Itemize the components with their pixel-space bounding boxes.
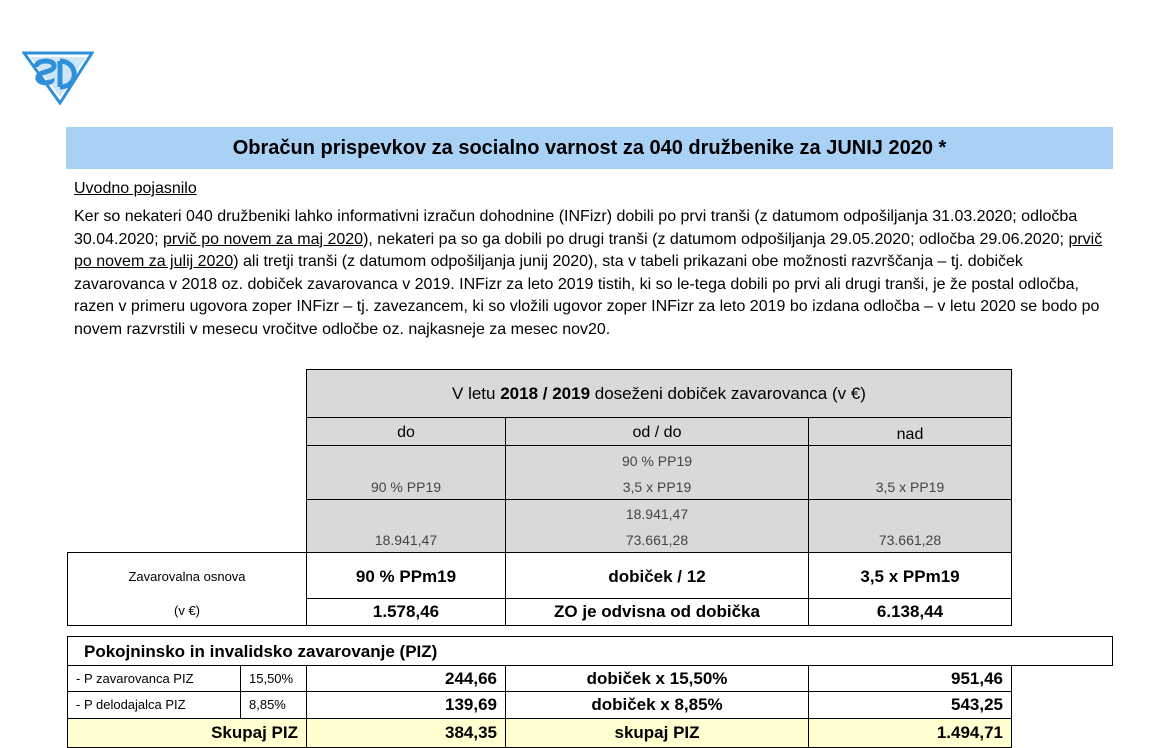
oddo-val-cell: 18.941,47 73.661,28 bbox=[505, 499, 809, 553]
profit-header: V letu 2018 / 2019 doseženi dobiček zavarovanca (v €) bbox=[452, 384, 866, 403]
piz-total-do-cell: 384,35 bbox=[306, 718, 506, 748]
page-title: Obračun prispevkov za socialno varnost za 040 družbenike za JUNIJ 2020 * bbox=[66, 127, 1113, 169]
piz-row-do: 244,66 bbox=[306, 665, 506, 692]
zo-label: Zavarovalna osnova bbox=[128, 569, 246, 584]
piz-row-formula: dobiček x 15,50% bbox=[505, 665, 809, 692]
zo-nad-val-cell: 6.138,44 bbox=[808, 598, 1012, 626]
col-nad-header: nad bbox=[808, 417, 1012, 446]
link-maj-2020[interactable]: prvič po novem za maj 2020 bbox=[162, 230, 364, 248]
zo-do-cell: 90 % PPm19 bbox=[306, 552, 506, 599]
piz-row-nad: 951,46 bbox=[808, 665, 1012, 692]
zo-oddo-cell: dobiček / 12 bbox=[505, 552, 809, 599]
piz-total-label-cell bbox=[67, 718, 307, 748]
col-do-header: do bbox=[306, 417, 506, 446]
link-julij-2020[interactable]: prvič po novem za julij 2020 bbox=[74, 230, 1103, 271]
piz-row-formula: dobiček x 8,85% bbox=[505, 691, 809, 719]
piz-title: Pokojninsko in invalidsko zavarovanje (PIZ) bbox=[84, 642, 438, 661]
zo-oddo-val-cell: ZO je odvisna od dobička bbox=[505, 598, 809, 626]
zo-do-val-cell: 1.578,46 bbox=[306, 598, 506, 626]
zo-label-cell bbox=[67, 552, 307, 626]
intro-paragraph: Ker so nekateri 040 družbeniki lahko informativni izračun dohodnine (INFizr) dobili po prvi tranši (z datumom odpošiljanja 31.03.2020; odločba 30.04.2020; prvič po novem za maj 2020), nekateri pa so ga dobili po drugi tranši (z datumom odpošiljanja 29.05.2020; odločba 29.06.2020; prvič po novem za julij 2020) ali tretji tranši (z datumom odpošiljanja junij 2020), sta v tabeli prikazani obe možnosti razvrščanja – tj. dobiček zavarovanca v 2018 oz. dobiček zavarovanca v 2019. INFizr za leto 2019 tistih, ki so le-tega dobili po prvi ali drugi tranši, je že postal odločba, razen v primeru ugovora zoper INFizr – tj. zavezancem, ki so vložili ugovor zoper INFizr za leto 2019 bo izdana odločba – v letu 2020 se bodo po novem razvrstili v mesecu vročitve odločbe oz. najkasneje za mesec nov20. bbox=[74, 208, 1103, 338]
nad-val-cell: 73.661,28 bbox=[808, 499, 1012, 553]
piz-row-label: - P delodajalca PIZ bbox=[67, 691, 241, 719]
piz-row-do: 139,69 bbox=[306, 691, 506, 719]
nad-pp-cell: 3,5 x PP19 bbox=[808, 445, 1012, 500]
company-logo bbox=[22, 47, 94, 105]
oddo-pp-cell: 90 % PP19 3,5 x PP19 bbox=[505, 445, 809, 500]
piz-row-nad: 543,25 bbox=[808, 691, 1012, 719]
piz-row-rate: 15,50% bbox=[240, 665, 307, 692]
do-pp-cell: 90 % PP19 bbox=[306, 445, 506, 500]
zo-nad-cell: 3,5 x PPm19 bbox=[808, 552, 1012, 599]
piz-total-formula-cell: skupaj PIZ bbox=[505, 718, 809, 748]
piz-title-cell bbox=[67, 636, 1113, 666]
piz-row-rate: 8,85% bbox=[240, 691, 307, 719]
piz-total-nad-cell: 1.494,71 bbox=[808, 718, 1012, 748]
piz-row-label: - P zavarovanca PIZ bbox=[67, 665, 241, 692]
zo-unit: (v €) bbox=[174, 603, 200, 618]
piz-total-label: Skupaj PIZ bbox=[211, 723, 298, 742]
do-val-cell: 18.941,47 bbox=[306, 499, 506, 553]
intro-heading: Uvodno pojasnilo bbox=[74, 180, 197, 197]
col-oddo-header: od / do bbox=[505, 417, 809, 446]
profit-header-cell bbox=[306, 369, 1012, 418]
